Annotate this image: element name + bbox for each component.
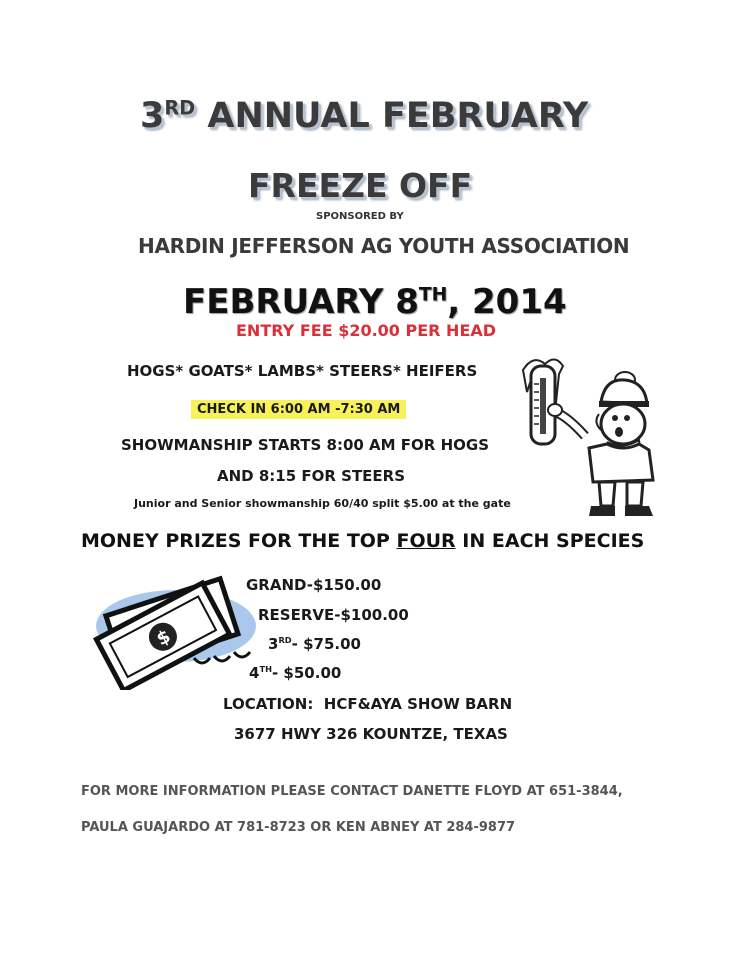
contact-line-2: PAULA GUAJARDO AT 781-8723 OR KEN ABNEY AT 284-9877 (81, 820, 516, 835)
prize-third-num: 3 (268, 635, 279, 653)
prize-fourth (249, 664, 341, 682)
prize-fourth-sup: TH (259, 664, 272, 674)
species-list: HOGS* GOATS* LAMBS* STEERS* HEIFERS (127, 362, 478, 380)
prize-third-sup: RD (278, 635, 292, 645)
prizes-heading (81, 530, 644, 552)
contact-line-1: FOR MORE INFORMATION PLEASE CONTACT DANETTE FLOYD AT 651-3844, (81, 784, 623, 799)
title-rest: ANNUAL FEBRUARY (195, 96, 589, 136)
check-in-time: CHECK IN 6:00 AM -7:30 AM (191, 400, 406, 419)
prize-reserve: RESERVE-$100.00 (258, 606, 409, 624)
prize-third-amount: - $75.00 (291, 635, 361, 653)
thermometer-man-clipart (515, 352, 665, 522)
sponsored-by-label: SPONSORED BY (316, 211, 404, 222)
entry-fee: ENTRY FEE $20.00 PER HEAD (236, 321, 497, 340)
event-date (183, 282, 567, 322)
prize-third (268, 635, 361, 653)
date-year: , 2014 (447, 282, 567, 322)
date-main: FEBRUARY 8 (183, 282, 419, 322)
svg-text:$: $ (153, 625, 175, 651)
date-ordinal: TH (418, 284, 448, 306)
title-line-2: FREEZE OFF (248, 166, 473, 205)
sponsor-name: HARDIN JEFFERSON AG YOUTH ASSOCIATION (138, 234, 630, 258)
title-number: 3 (140, 96, 165, 136)
location-address: 3677 HWY 326 KOUNTZE, TEXAS (234, 725, 508, 743)
junior-senior-note: Junior and Senior showmanship 60/40 split $5.00 at the gate (134, 497, 511, 510)
prizes-heading-start: MONEY PRIZES FOR THE TOP (81, 530, 397, 552)
showmanship-line-2: AND 8:15 FOR STEERS (217, 467, 406, 485)
money-bills-clipart (78, 572, 258, 690)
prize-grand: GRAND-$150.00 (246, 576, 382, 594)
location-name: LOCATION: HCF&AYA SHOW BARN (223, 695, 513, 713)
prize-fourth-num: 4 (249, 664, 260, 682)
showmanship-line-1: SHOWMANSHIP STARTS 8:00 AM FOR HOGS (121, 436, 489, 454)
title-line-1 (140, 96, 588, 136)
prize-fourth-amount: - $50.00 (271, 664, 342, 682)
title-ordinal: RD (164, 96, 196, 120)
prizes-heading-four: FOUR (396, 530, 456, 552)
prizes-heading-end: IN EACH SPECIES (455, 530, 645, 552)
